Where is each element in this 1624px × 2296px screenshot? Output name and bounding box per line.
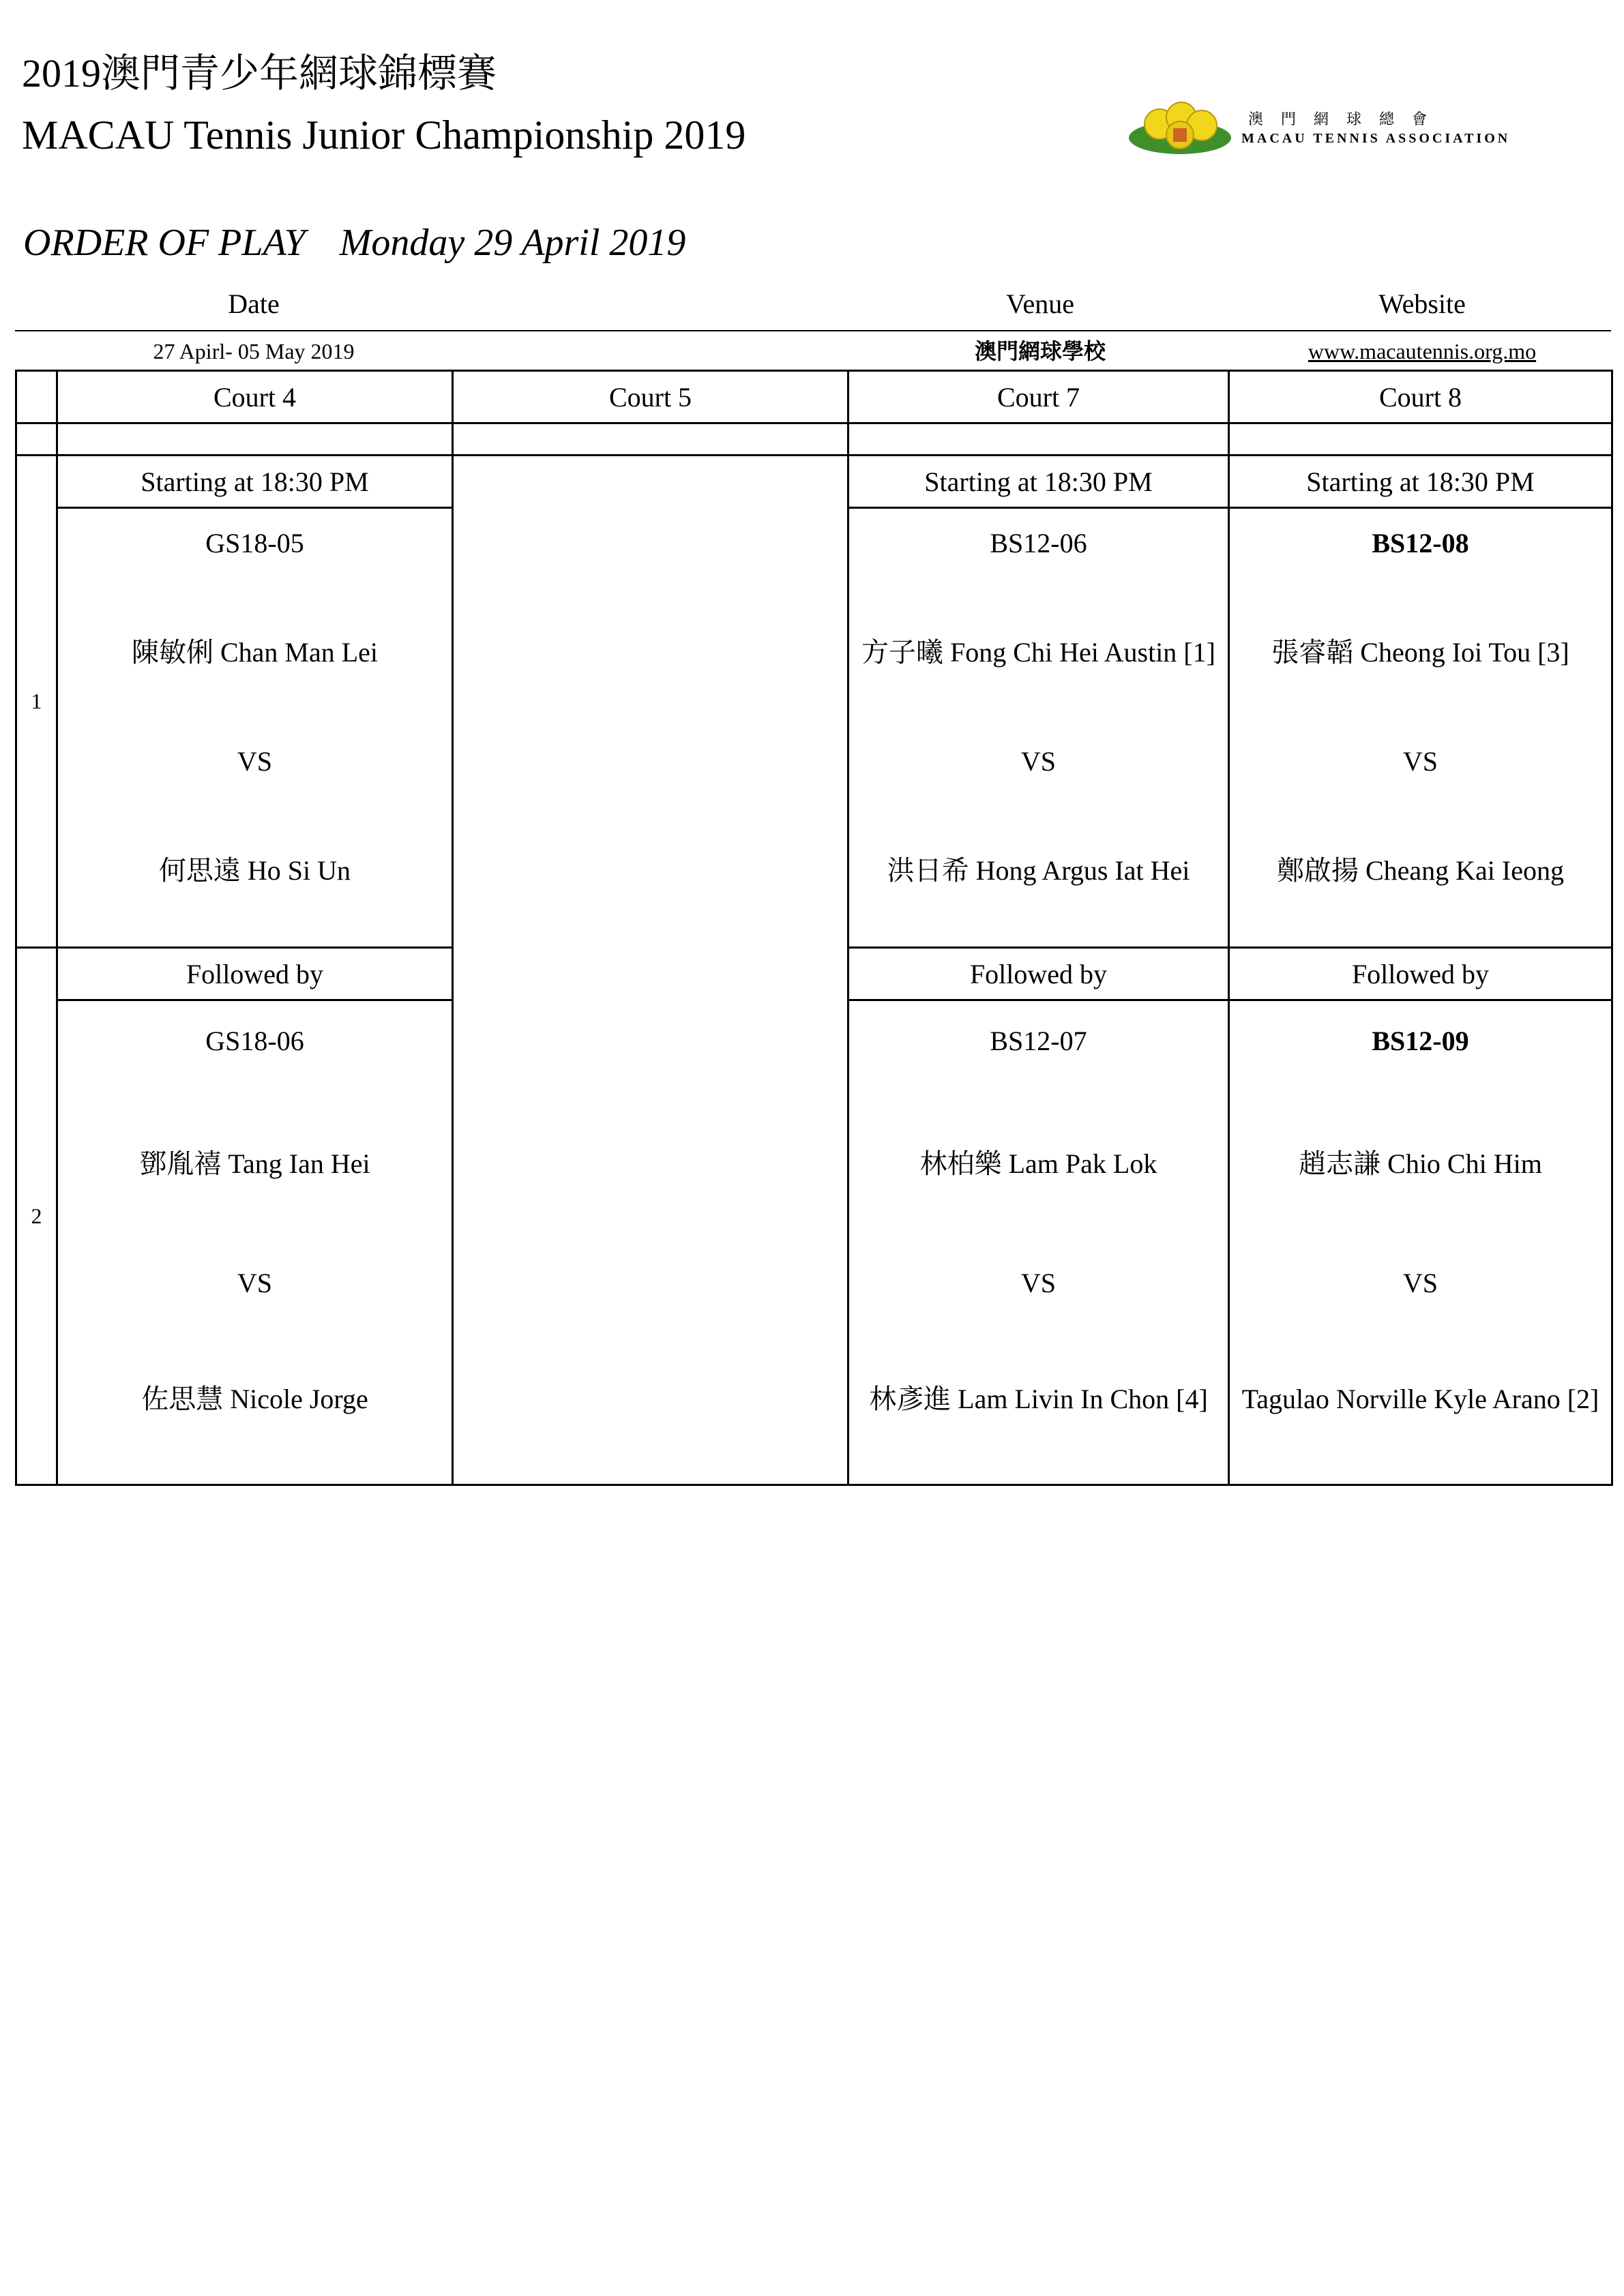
- slot-heading: Starting at 18:30 PM: [1229, 456, 1612, 508]
- versus-label: VS: [1402, 746, 1438, 777]
- row-number-header: [16, 371, 57, 423]
- versus-label: VS: [1020, 746, 1057, 777]
- court-header: Court 8: [1229, 371, 1612, 423]
- slot-number: 2: [16, 948, 57, 1485]
- logo-text-chinese: 澳門網球總會: [1248, 110, 1445, 128]
- match-code: GS18-05: [205, 528, 304, 558]
- player-one: 陳敏俐 Chan Man Lei: [131, 637, 379, 668]
- slot-heading: Starting at 18:30 PM: [848, 456, 1229, 508]
- player-two: Tagulao Norville Kyle Arano [2]: [1241, 1384, 1599, 1414]
- versus-label: VS: [1402, 1268, 1438, 1298]
- slot-heading: Followed by: [848, 948, 1229, 1000]
- title-chinese: 2019澳門青少年網球錦標賽: [22, 51, 497, 95]
- player-two: 鄭啟揚 Cheang Kai Ieong: [1276, 855, 1564, 886]
- match-code: BS12-09: [1372, 1026, 1469, 1056]
- court-header: Court 7: [848, 371, 1229, 423]
- website-link[interactable]: www.macautennis.org.mo: [1308, 339, 1537, 363]
- match-cell: [848, 508, 1229, 948]
- match-code: BS12-07: [990, 1026, 1087, 1056]
- match-cell: [57, 1000, 453, 1485]
- match-code: BS12-06: [990, 528, 1087, 558]
- date-value: 27 Apirl- 05 May 2019: [153, 339, 355, 363]
- slot-number: 1: [16, 456, 57, 948]
- schedule-table: [15, 370, 1613, 1486]
- versus-label: VS: [237, 1268, 273, 1298]
- association-logo: [1125, 95, 1514, 164]
- player-two: 林彥進 Lam Livin In Chon [4]: [869, 1384, 1208, 1414]
- player-two: 何思遠 Ho Si Un: [158, 855, 351, 886]
- versus-label: VS: [237, 746, 273, 777]
- logo-text-english: MACAU TENNIS ASSOCIATION: [1241, 131, 1511, 146]
- match-cell: [848, 1000, 1229, 1485]
- slot-heading: Followed by: [57, 948, 453, 1000]
- tennis-ball-logo-icon: [1125, 95, 1241, 164]
- website-value[interactable]: [1235, 336, 1610, 367]
- match-cell: [57, 508, 453, 948]
- venue-value: 澳門網球學校: [974, 339, 1106, 363]
- player-one: 林柏樂 Lam Pak Lok: [919, 1148, 1157, 1179]
- order-of-play-label: ORDER OF PLAY: [23, 222, 306, 264]
- venue-header: Venue: [1006, 288, 1074, 319]
- website-header: Website: [1378, 288, 1466, 319]
- player-two: 洪日希 Hong Argus Iat Hei: [887, 855, 1190, 886]
- divider: [15, 330, 1611, 331]
- match-cell: [1229, 508, 1612, 948]
- order-of-play-heading: [23, 218, 685, 267]
- match-code: BS12-08: [1372, 528, 1469, 558]
- versus-label: VS: [1020, 1268, 1057, 1298]
- match-code: GS18-06: [205, 1026, 304, 1056]
- order-of-play-date: Monday 29 April 2019: [339, 222, 686, 264]
- court-header: Court 4: [57, 371, 453, 423]
- player-two: 佐思慧 Nicole Jorge: [141, 1384, 368, 1414]
- slot-heading: Followed by: [1229, 948, 1612, 1000]
- court-header-row: [16, 371, 1612, 423]
- player-one: 方子曦 Fong Chi Hei Austin [1]: [861, 637, 1215, 668]
- title-english: MACAU Tennis Junior Championship 2019: [22, 113, 746, 158]
- player-one: 趙志謙 Chio Chi Him: [1299, 1148, 1542, 1179]
- player-one: 張睿韜 Cheong Ioi Tou [3]: [1271, 637, 1569, 668]
- spacer-row: [16, 423, 1612, 456]
- player-one: 鄧胤禧 Tang Ian Hei: [139, 1148, 370, 1179]
- slot-heading-row: [16, 456, 1612, 508]
- date-header: Date: [228, 288, 280, 319]
- court-header: Court 5: [453, 371, 848, 423]
- empty-court-cell: [453, 456, 848, 1485]
- match-cell: [1229, 1000, 1612, 1485]
- slot-heading: Starting at 18:30 PM: [57, 456, 453, 508]
